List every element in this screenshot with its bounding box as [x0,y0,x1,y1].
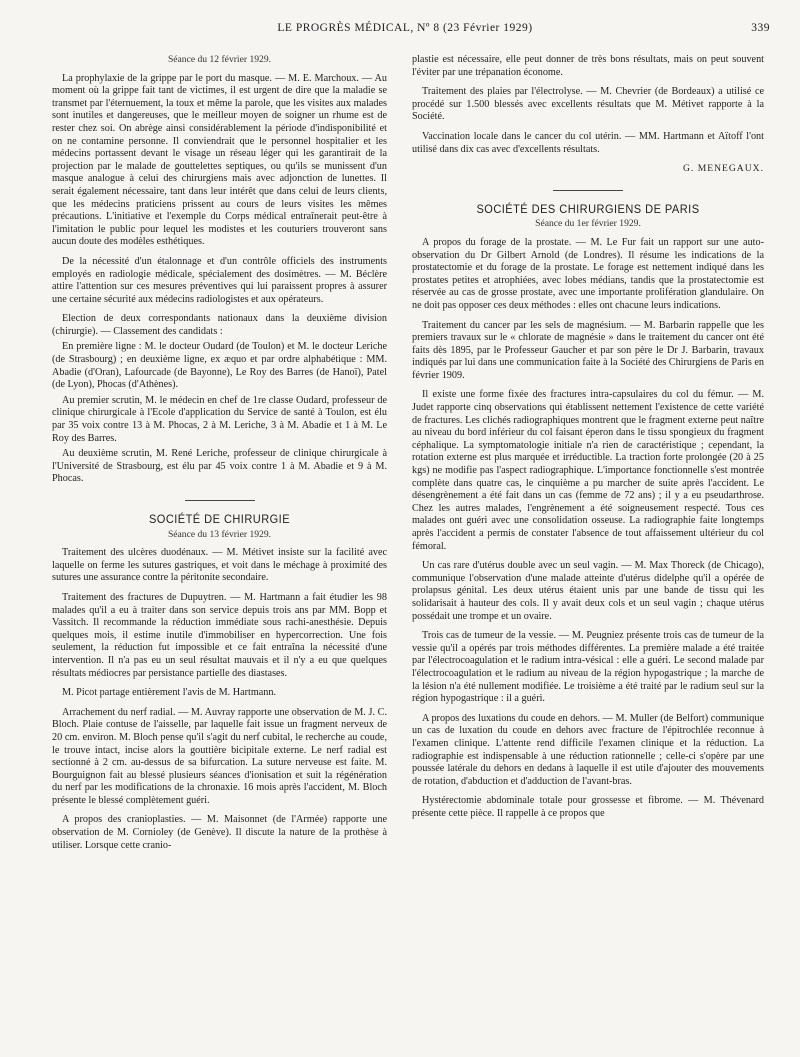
session-date: Séance du 12 février 1929. [167,54,272,65]
paragraph: Traitement des fractures de Dupuytren. — M. Hartmann a fait étudier les 98 malades qu'il a eu à traiter dans son service depuis trois ans par MM. Bopp et Vassitch. Il recommande la réduction immédiate sous rachi-anesthésie. Depuis quelques mois, il estime inutile d'immobiliser en hypercorrection. Une fois seulement, la réduction fut impossible et ce fait entraîna la nécessité d'une intervention. Il n'a pas eu un seul résultat mauvais et il n'y a eu que quelques résultats médiocres par persistance partielle des diastases. [52,591,387,679]
paragraph: Arrachement du nerf radial. — M. Auvray rapporte une observation de M. J. C. Bloch. Plaie contuse de l'aisselle, par laquelle fait issue un fragment nerveux de 20 cm. environ. M. Bloch pense qu'il s'agit du nerf cubital, le recherche au coude, le trouve intact, incise alors la gouttière bicipitale externe. Le nerf radial est sectionné à 2 cm. au-dessus de sa bifurcation. La suture nerveuse est faite. M. Bourguignon fait au blessé plusieurs séances d'ionisation et suit la régénération du nerf par les modifications de la chronaxie. 16 mois après l'accident, M. Bloch présente le blessé complètement guéri. [52,706,387,806]
section-divider [553,190,623,191]
section-title: SOCIÉTÉ DES CHIRURGIENS DE PARIS [476,201,700,216]
paragraph: Traitement des ulcères duodénaux. — M. Métivet insiste sur la facilité avec laquelle on ferme les sutures gastriques, et voit dans le méchage à proximité des sutures une assurance contre la péritonite secondaire. [52,547,387,584]
running-header [40,22,770,40]
paragraph: Hystérectomie abdominale totale pour grossesse et fibrome. — M. Thévenard présente cette pièce. Il rappelle à ce propos que [412,795,764,819]
section-title: SOCIÉTÉ DE CHIRURGIE [148,512,291,526]
paragraph: A propos du forage de la prostate. — M. Le Fur fait un rapport sur une auto-observation du Dr Gilbert Arnold (de Londres). Il résume les indications de la prostatectomie et du forage de la prostate. Le forage est nettement indiqué dans les prostates petites et atrophiées, avec lobes médians, tandis que la prostatectomie est réservée au cas de grosse prostate, avec une importante prolifération glandulaire. On ne doit pas opposer ces deux méthodes : elles ont chacune leurs indications. [412,236,764,311]
paragraph: Election de deux correspondants nationaux dans la deuxième division (chirurgie). — Classement des candidats : [52,313,387,337]
paragraph: Trois cas de tumeur de la vessie. — M. Peugniez présente trois cas de tumeur de la vessie qu'il a opérés par trois méthodes différentes. La première malade a été traitée par l'électrocoagulation et le radium intra-vésical : elle a guéri. Le second malade par l'électrocoagulation et le radium au niveau de la région hypogastrique ; la marche de la lésion n'a été nullement modifiée. Le troisième a été traité par le radium seul sur la région hypogastrique : il a guéri. [412,630,764,705]
paragraph: Au deuxième scrutin, M. René Leriche, professeur de clinique chirurgicale à l'Université de Strasbourg, est élu par 45 voix contre 1 à M. Abadie et 9 à M. Phocas. [52,448,387,485]
paragraph: A propos des luxations du coude en dehors. — M. Muller (de Belfort) communique un cas de luxation du coude en dehors avec fracture de l'épitrochlée reconnue à l'examen clinique. L'attente rend difficile l'examen clinique et la réduction. La radiographie est indispensable à une réduction rationnelle ; celle-ci s'opère par une poussée latérale du dehors en dedans à laquelle il est utile d'ajouter des mouvements de rotation, d'abduction et d'adduction de l'avant-bras. [412,712,764,787]
paragraph: Traitement des plaies par l'électrolyse. — M. Chevrier (de Bordeaux) a utilisé ce procédé sur 1.500 blessés avec excellents résultats que M. Métivet rapporte à la Société. [412,86,764,123]
paragraph: Traitement du cancer par les sels de magnésium. — M. Barbarin rappelle que les premiers travaux sur le « chlorate de magnésie » dans le traitement du cancer ont été faits dès 1895, par le Professeur Gaucher et par son père le Dr J. Barbarin, travaux indiqués par lui dans une communication faite à la Société des Chirurgiens de Paris en février 1909. [412,319,764,381]
right-column [412,54,764,827]
session-date: Séance du 13 février 1929. [167,528,272,540]
paragraph: A propos des cranioplasties. — M. Maisonnet (de l'Armée) rapporte une observation de M. Cornioley (de Genève). Il discute la nature de la prothèse à utiliser. Lorsque cette cranio- [52,814,387,851]
paragraph: Vaccination locale dans le cancer du col utérin. — MM. Hartmann et Aïtoff l'ont utilisé dans dix cas avec d'excellents résultats. [412,130,764,155]
session-date: Séance du 1er février 1929. [535,218,641,230]
paragraph: De la nécessité d'un étalonnage et d'un contrôle officiels des instruments employés en radiologie médicale, spécialement des dosimètres. — M. Béclère attire l'attention sur ces mesures préventives qui lui paraissent propres à assurer une certaine sécurité aux médecins radiologistes et aux opérateurs. [52,255,387,305]
paragraph: Il existe une forme fixée des fractures intra-capsulaires du col du fémur. — M. Judet rapporte cinq observations qui établissent nettement l'existence de cette variété de fractures. Les clichés radiographiques montrent que le fragment externe peut naître au niveau du bord inférieur du col faisant éperon dans le tissu spongieux du fragment céphalique. La symptomatologie initiale n'a rien de caractéristique ; cependant, la rotation externe est plus marquée et irréductible. La traction forte prolongée (20 à 25 kgs) ne modifie pas l'aspect radiographique. L'importance fonctionnelle s'est montrée complète dans quatre cas, le cinquième a pu marcher de suite après l'accident. Le désengrènement a été fait dans un cas (femme de 72 ans) ; il y a eu pseudarthrose. Chez les autres malades, l'engrènement a été soigneusement respecté. Tous ces malades ont guéri avec une consolidation osseuse. La radiographie faite longtemps après l'accident a permis de constater l'absence de tout affaissement ultérieur du col fémoral. [412,389,764,552]
page-number: 339 [751,22,770,34]
paragraph: plastie est nécessaire, elle peut donner de très bons résultats, mais on peut souvent l'éviter par une trépanation économe. [412,54,764,78]
left-column [52,54,387,859]
paragraph: La prophylaxie de la grippe par le port du masque. — M. E. Marchoux. — Au moment où la grippe fait tant de victimes, il est urgent de dire que la maladie se transmet par l'éternuement, la toux et même la parole, que les visites aux malades sont inutiles et dangereuses, que le meilleur moyen de soigner un rhume est de rester chez soi. On abrège ainsi considérablement la période d'indisponibilité et on ne contamine personne. Il conviendrait que le personnel hospitalier et les médecins portassent devant le visage un réseau léger qui les garantirait de la projection par le malade de gouttelettes septiques, ou qu'ils se munissent d'un masque analogue à celui des chirurgiens mais avec adjonction de lunettes. Il serait également nécessaire, tant dans leur intérêt que dans celui de leurs clients, que les médecins praticiens prissent au cours de leurs visites les mêmes précautions. L'initiative et l'exemple du Corps médical entraînerait peut-être à l'imitation le public pour lequel les modistes et les couturiers trouveront sans aucun doute des modèles esthétiques. [52,72,387,248]
journal-title: LE PROGRÈS MÉDICAL, Nº 8 (23 Février 1929) [277,22,533,34]
paragraph: M. Picot partage entièrement l'avis de M. Hartmann. [62,687,277,699]
paragraph: En première ligne : M. le docteur Oudard (de Toulon) et M. le docteur Leriche (de Strasbourg) ; en deuxième ligne, ex æquo et par ordre alphabétique : MM. Abadie (d'Oran), Lafourcade (de Bayonne), Le Roy des Barres (de Hanoï), Patel (de Lyon), Phocas (d'Athènes). [52,341,387,391]
signature: G. MENEGAUX. [682,163,764,175]
paragraph: Un cas rare d'utérus double avec un seul vagin. — M. Max Thoreck (de Chicago), communique l'observation d'une malade atteinte d'utérus didelphe qu'il a opérée de prolapsus génital. Les deux utérus étaient unis par une bande de tissu qui les solidarisait à hauteur des cols. Il y avait deux cols et un seul vagin ; chaque utérus possédait une trompe et un ovaire. [412,560,764,622]
paragraph: Au premier scrutin, M. le médecin en chef de 1re classe Oudard, professeur de clinique chirurgicale à l'Ecole d'application du Service de santé à Toulon, est élu par 35 voix contre 13 à M. Phocas, 2 à M. Leriche, 3 à M. Abadie et 1 à M. Le Roy des Barres. [52,394,387,444]
section-divider [185,500,255,501]
